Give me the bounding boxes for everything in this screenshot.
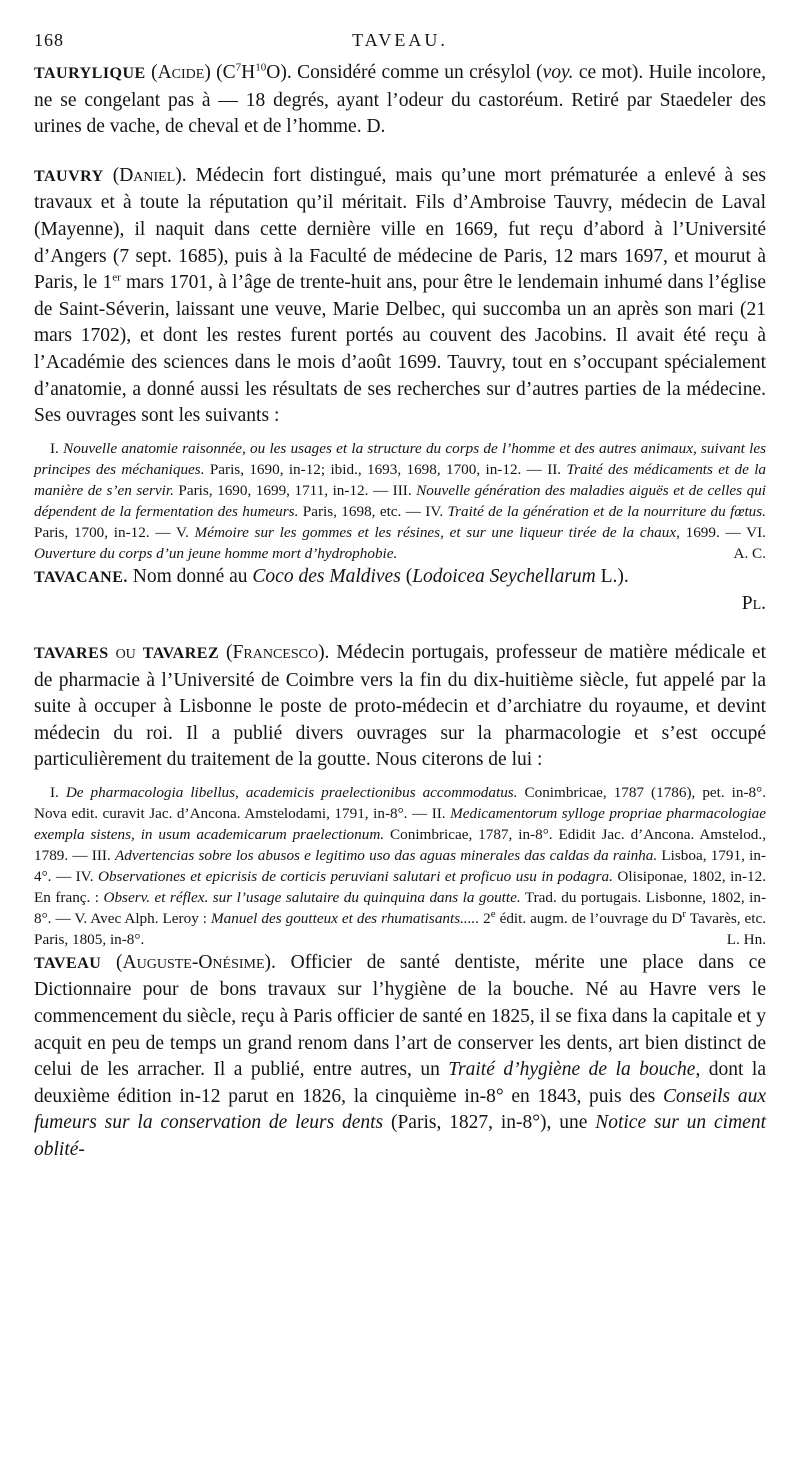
- italic-title: Conseils aux fumeurs sur la conservation de leurs dents: [34, 1085, 766, 1134]
- article-taurylique: [34, 60, 766, 141]
- bib-title: Advertencias sobre los abusos e legitimo uso das aguas minerales das caldas da rainha.: [114, 846, 658, 864]
- bib-number: I.: [50, 783, 66, 801]
- bib-title: Traité de la génération et de la nourriture du fœtus.: [447, 502, 766, 520]
- article-text: ce mot). Huile incolore, ne se congelant pas à — 18 degrés, ayant l’odeur du castoréum. Retiré par Staedeler des urines de vache, de cheval et de l’homme. D.: [34, 62, 767, 138]
- qualifier-taveau: (Auguste-Onésime).: [116, 951, 276, 973]
- bib-details: 2: [479, 909, 491, 927]
- article-taveau: [34, 950, 766, 1164]
- running-header: [34, 26, 766, 60]
- bib-title: Observationes et epicrisis de corticis peruviani salutari et proficuo usu in podagra.: [97, 867, 613, 885]
- signature-tauvry: A. C.: [733, 544, 766, 562]
- qualifier-tavares: (Francesco).: [226, 641, 330, 663]
- bibliography-tavares: [34, 782, 766, 950]
- article-text: Médecin portugais, professeur de matière médicale et de pharmacie à l’Université de Coimbre vers la fin du dix-huitième siècle, fut appelé par la suite à occuper à Lisbonne le poste de proto-médecin et d’archiatre du royaume, et devint médecin du roi. Il a publié divers ouvrages sur la pharmacologie et s’est occupé particulièrement du traitement de la goutte. Nous citerons de lui :: [34, 641, 767, 771]
- bib-details: Paris, 1698, etc. — IV.: [298, 502, 448, 520]
- bib-title: De pharmacologia libellus, academicis praelectionibus accommodatus.: [65, 783, 518, 801]
- page-number: 168: [34, 30, 64, 50]
- italic-term: Coco des Maldives: [252, 565, 401, 587]
- bib-details: édit. augm. de l’ouvrage du D: [495, 909, 683, 927]
- article-text: L.).: [595, 565, 629, 587]
- article-tavacane: [34, 564, 766, 592]
- signature-tavacane-line: [34, 591, 766, 618]
- headword-tavarez: TAVAREZ: [142, 644, 220, 662]
- bib-title: Nouvelle anatomie raisonnée, ou les usages et la structure du corps de l’homme et des autres animaux, suivant les principes des méchaniques.: [34, 439, 767, 478]
- formula-open: (C: [216, 62, 236, 83]
- bib-details: Conimbricae, 1787 (1786), pet. in-8°. Nova edit. curavit Jac. d’Ancona. Amstelodami, 1791, in-8°. — II.: [34, 783, 766, 822]
- article-text: Considéré comme un crésylol (: [291, 62, 543, 83]
- formula-sup1: 7: [235, 61, 242, 74]
- running-title: TAVEAU.: [352, 30, 448, 50]
- bib-details: 1699. — VI.: [679, 523, 766, 541]
- sup-e: e: [490, 907, 496, 920]
- qualifier-tauvry: (Daniel).: [112, 164, 187, 186]
- italic-title: Notice sur un ciment oblité-: [34, 1112, 766, 1161]
- bib-title: Traité des médicaments et de la manière de s’en servir.: [34, 460, 767, 499]
- bib-details: Lisboa, 1791, in-4°. — IV.: [34, 846, 766, 885]
- bib-title: Medicamentorum sylloge propriae pharmacologiae exempla sistens, in usum academicarum praelectionum.: [34, 804, 766, 843]
- bib-title: Mémoire sur les gommes et les résines, et sur une liqueur tirée de la chaux,: [194, 523, 680, 541]
- article-text: mars 1701, à l’âge de trente-huit ans, pour être le lendemain inhumé dans l’église de Saint-Séverin, laissant une veuve, Marie Delbec, qui succomba un an après son mari (21 mars 1702), et dont les restes furent portés au couvent des Jacobins. Il avait été reçu à l’Académie des sciences dans le mois d’août 1699. Tauvry, tout en s’occupant spécialement d’anatomie, a donné aussi les résultats de ses recherches sur d’autres parties de la médecine. Ses ouvrages sont les suivants :: [34, 272, 766, 427]
- formula-sup2: 10: [255, 61, 267, 74]
- article-text: (: [400, 565, 413, 587]
- formula-close: O).: [266, 62, 292, 83]
- headword-taveau: TAVEAU: [34, 954, 102, 972]
- bib-details: Conimbricae, 1787, in-8°. Edidit Jac. d’Ancona. Amstelod., 1789. — III.: [34, 825, 766, 864]
- bibliography-tauvry: [34, 438, 766, 564]
- bib-details: Paris, 1690, 1699, 1711, in-12. — III.: [173, 481, 417, 499]
- article-text: dont la deuxième édition in-12 parut en 1826, la cinquième in-8° en 1843, puis des: [34, 1059, 766, 1107]
- headword-tavacane: TAVACANE.: [34, 568, 128, 586]
- bib-number: I.: [50, 439, 64, 457]
- article-text: (Paris, 1827, in-8°), une: [383, 1112, 596, 1134]
- article-tavares: [34, 640, 766, 774]
- signature-tavacane: Pl.: [741, 593, 766, 615]
- bib-title: Manuel des goutteux et des rhumatisants.....: [211, 909, 480, 927]
- signature-tavares: L. Hn.: [726, 930, 766, 948]
- formula-mid: H: [241, 62, 256, 83]
- page: [34, 26, 766, 1164]
- bib-title: Nouvelle génération des maladies aiguës et de celles qui dépendent de la fermentation des humeurs.: [34, 481, 767, 520]
- bib-details: Tavarès, etc. Paris, 1805, in-8°.: [34, 909, 767, 948]
- bib-title: Observ. et réflex. sur l’usage salutaire du quinquina dans la goutte.: [103, 888, 521, 906]
- qualifier-taurylique: (Acide): [151, 62, 211, 83]
- article-text: Médecin fort distingué, mais qu’une mort prématurée a enlevé à ses travaux et à toute la réputation qu’il méritait. Fils d’Ambroise Tauvry, médecin de Laval (Mayenne), il naquit dans cette dernière ville en 1669, fut reçu d’abord à l’Université d’Angers (7 sept. 1685), puis à la Faculté de médecine de Paris, 12 mars 1697, et mourut à Paris, le 1: [34, 164, 767, 294]
- bib-details: Olisiponae, 1802, in-12. En franç. :: [34, 867, 767, 906]
- article-tauvry: [34, 163, 766, 430]
- bib-details: Paris, 1700, in-12. — V.: [34, 523, 195, 541]
- headword-tavares: TAVARES: [34, 644, 109, 662]
- bib-details: Paris, 1690, in-12; ibid., 1693, 1698, 1700, in-12. — II.: [204, 460, 567, 478]
- italic-title: Traité d’hygiène de la bouche,: [448, 1059, 701, 1081]
- voy-reference: voy.: [542, 62, 574, 83]
- headword-taurylique: TAURYLIQUE: [34, 65, 146, 82]
- article-text: Nom donné au: [127, 565, 253, 587]
- conjunction-ou: ou: [108, 641, 143, 663]
- article-text: Officier de santé dentiste, mérite une place dans ce Dictionnaire pour de bons travaux sur l’hygiène de la bouche. Né au Havre vers le commencement du siècle, reçu à Paris officier de santé en 1825, il se fixa dans la capitale et y acquit en peu de temps un grand renom dans l’art de conserver les dents, art bien distinct de celui de les arracher. Il a publié, entre autres, un: [34, 951, 766, 1081]
- sup-er: er: [112, 271, 121, 284]
- bib-title: Ouverture du corps d’un jeune homme mort d’hydrophobie.: [34, 544, 398, 562]
- italic-term: Lodoicea Seychellarum: [412, 565, 596, 587]
- bib-details: Trad. du portugais. Lisbonne, 1802, in-8°. — V. Avec Alph. Leroy :: [34, 888, 766, 927]
- sup-r: r: [682, 907, 687, 920]
- headword-tauvry: TAUVRY: [34, 167, 104, 185]
